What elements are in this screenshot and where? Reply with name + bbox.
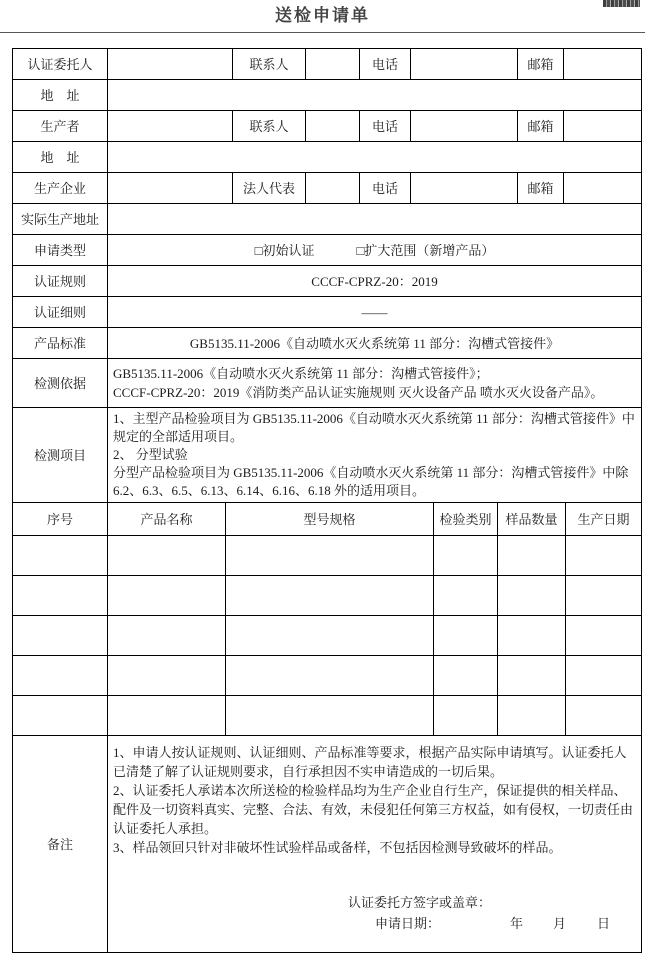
row-producer-address: [13, 142, 642, 173]
remarks-table: [12, 735, 642, 953]
product-name-cell[interactable]: [108, 696, 226, 736]
product-name-cell[interactable]: [108, 616, 226, 656]
test-category-cell[interactable]: [434, 536, 498, 576]
col-header-production-date: 生产日期: [566, 503, 642, 536]
test-category-cell[interactable]: [434, 656, 498, 696]
producer-label: 生产者: [13, 111, 108, 142]
legal-rep-input[interactable]: [306, 173, 360, 204]
test-items-label: 检测项目: [13, 408, 108, 503]
row-product-standard: [13, 328, 642, 359]
phone-input[interactable]: [411, 49, 518, 80]
row-test-items: [13, 408, 642, 503]
production-date-cell[interactable]: [566, 616, 642, 656]
product-standard-value: GB5135.11-2006《自动喷水灭火系统第 11 部分：沟槽式管接件》: [108, 328, 642, 359]
row-production-address: [13, 204, 642, 235]
sample-qty-cell[interactable]: [498, 656, 566, 696]
applicant-label: 认证委托人: [13, 49, 108, 80]
test-items-line: 2、 分型试验: [113, 447, 188, 462]
manufacturer-label: 生产企业: [13, 173, 108, 204]
production-address-label: 实际生产地址: [13, 204, 108, 235]
contact-label: 联系人: [233, 49, 306, 80]
test-category-cell[interactable]: [434, 576, 498, 616]
producer-phone-label: 电话: [360, 111, 411, 142]
seq-cell[interactable]: [13, 696, 108, 736]
remarks-item: 2、认证委托人承诺本次所送检的检验样品均为生产企业自行生产，保证提供的相关样品、配件及一切资料真实、完整、合法、有效，未侵犯任何第三方权益，如有侵权，一切责任由认证委托人承担。: [113, 783, 634, 836]
test-items-value: [108, 408, 642, 503]
manufacturer-phone-label: 电话: [360, 173, 411, 204]
application-date-label: 申请日期：: [375, 916, 441, 931]
application-type-options: [108, 235, 642, 266]
product-row: [13, 696, 642, 736]
model-spec-cell[interactable]: [226, 536, 434, 576]
row-application-type: [13, 235, 642, 266]
application-type-label: 申请类型: [13, 235, 108, 266]
month-label: 月: [553, 916, 567, 931]
info-table: [12, 48, 642, 503]
remarks-item: 3、样品领回只针对非破坏性试验样品或备样，不包括因检测导致破坏的样品。: [113, 840, 562, 855]
sample-qty-cell[interactable]: [498, 536, 566, 576]
page-title: 送检申请单: [275, 6, 370, 25]
manufacturer-input[interactable]: [108, 173, 233, 204]
col-header-sample-qty: 样品数量: [498, 503, 566, 536]
year-label: 年: [510, 916, 524, 931]
seq-cell[interactable]: [13, 536, 108, 576]
row-test-basis: [13, 359, 642, 408]
model-spec-cell[interactable]: [226, 656, 434, 696]
email-label: 邮箱: [518, 49, 564, 80]
certification-rule-value: CCCF-CPRZ-20：2019: [108, 266, 642, 297]
model-spec-cell[interactable]: [226, 576, 434, 616]
signature-label: 认证委托方签字或盖章：: [348, 895, 492, 910]
col-header-seq: 序号: [13, 503, 108, 536]
sample-qty-cell[interactable]: [498, 576, 566, 616]
remarks-content: [108, 736, 642, 953]
seq-cell[interactable]: [13, 656, 108, 696]
phone-label: 电话: [360, 49, 411, 80]
applicant-input[interactable]: [108, 49, 233, 80]
certification-detail-label: 认证细则: [13, 297, 108, 328]
product-row: [13, 536, 642, 576]
producer-phone-input[interactable]: [411, 111, 518, 142]
row-applicant: [13, 49, 642, 80]
row-certification-rule: [13, 266, 642, 297]
test-category-cell[interactable]: [434, 616, 498, 656]
test-category-cell[interactable]: [434, 696, 498, 736]
address-input[interactable]: [108, 80, 642, 111]
row-producer: [13, 111, 642, 142]
product-row: [13, 656, 642, 696]
producer-address-input[interactable]: [108, 142, 642, 173]
test-basis-value: [108, 359, 642, 408]
product-name-cell[interactable]: [108, 576, 226, 616]
test-basis-label: 检测依据: [13, 359, 108, 408]
products-table: [12, 502, 642, 736]
product-name-cell[interactable]: [108, 656, 226, 696]
remarks-row: [13, 736, 642, 953]
producer-contact-label: 联系人: [233, 111, 306, 142]
row-applicant-address: [13, 80, 642, 111]
product-row: [13, 616, 642, 656]
email-input[interactable]: [564, 49, 642, 80]
col-header-product-name: 产品名称: [108, 503, 226, 536]
test-basis-line: CCCF-CPRZ-20：2019《消防类产品认证实施规则 灭火设备产品 喷水灭火设备产品》。: [113, 385, 604, 400]
application-form: [12, 48, 641, 953]
producer-email-input[interactable]: [564, 111, 642, 142]
product-standard-label: 产品标准: [13, 328, 108, 359]
title-rule: [0, 32, 645, 33]
producer-address-label: 地 址: [13, 142, 108, 173]
sample-qty-cell[interactable]: [498, 616, 566, 656]
seq-cell[interactable]: [13, 616, 108, 656]
row-manufacturer: [13, 173, 642, 204]
row-certification-detail: [13, 297, 642, 328]
certification-detail-value: ——: [108, 297, 642, 328]
checkbox-initial-certification[interactable]: □初始认证: [254, 242, 315, 258]
producer-input[interactable]: [108, 111, 233, 142]
seq-cell[interactable]: [13, 576, 108, 616]
sample-qty-cell[interactable]: [498, 696, 566, 736]
product-name-cell[interactable]: [108, 536, 226, 576]
address-label: 地 址: [13, 80, 108, 111]
model-spec-cell[interactable]: [226, 616, 434, 656]
col-header-test-category: 检验类别: [434, 503, 498, 536]
production-date-cell[interactable]: [566, 656, 642, 696]
product-row: [13, 576, 642, 616]
day-label: 日: [597, 916, 611, 931]
certification-rule-label: 认证规则: [13, 266, 108, 297]
remarks-label: 备注: [13, 736, 108, 953]
checkbox-expand-scope[interactable]: □扩大范围（新增产品）: [356, 242, 495, 258]
col-header-model-spec: 型号规格: [226, 503, 434, 536]
contact-input[interactable]: [306, 49, 360, 80]
manufacturer-email-label: 邮箱: [518, 173, 564, 204]
manufacturer-phone-input[interactable]: [411, 173, 518, 204]
production-date-cell[interactable]: [566, 536, 642, 576]
model-spec-cell[interactable]: [226, 696, 434, 736]
production-address-input[interactable]: [108, 204, 642, 235]
document-header: [0, 0, 645, 33]
test-items-line: 分型产品检验项目为 GB5135.11-2006《自动喷水灭火系统第 11 部分：沟槽式管接件》中除6.2、6.3、6.5、6.13、6.14、6.16、6.18 外的适用项目。: [113, 465, 629, 498]
producer-email-label: 邮箱: [518, 111, 564, 142]
test-basis-line: GB5135.11-2006《自动喷水灭火系统第 11 部分：沟槽式管接件》；: [113, 366, 489, 381]
production-date-cell[interactable]: [566, 696, 642, 736]
products-header-row: [13, 503, 642, 536]
corner-mark: [603, 0, 640, 7]
legal-rep-label: 法人代表: [233, 173, 306, 204]
production-date-cell[interactable]: [566, 576, 642, 616]
remarks-item: 1、申请人按认证规则、认证细则、产品标准等要求，根据产品实际申请填写。认证委托人已清楚了解了认证规则要求，自行承担因不实申请造成的一切后果。: [113, 745, 627, 779]
producer-contact-input[interactable]: [306, 111, 360, 142]
test-items-line: 1、主型产品检验项目为 GB5135.11-2006《自动喷水灭火系统第 11 部分：沟槽式管接件》中规定的全部适用项目。: [113, 411, 635, 444]
manufacturer-email-input[interactable]: [564, 173, 642, 204]
